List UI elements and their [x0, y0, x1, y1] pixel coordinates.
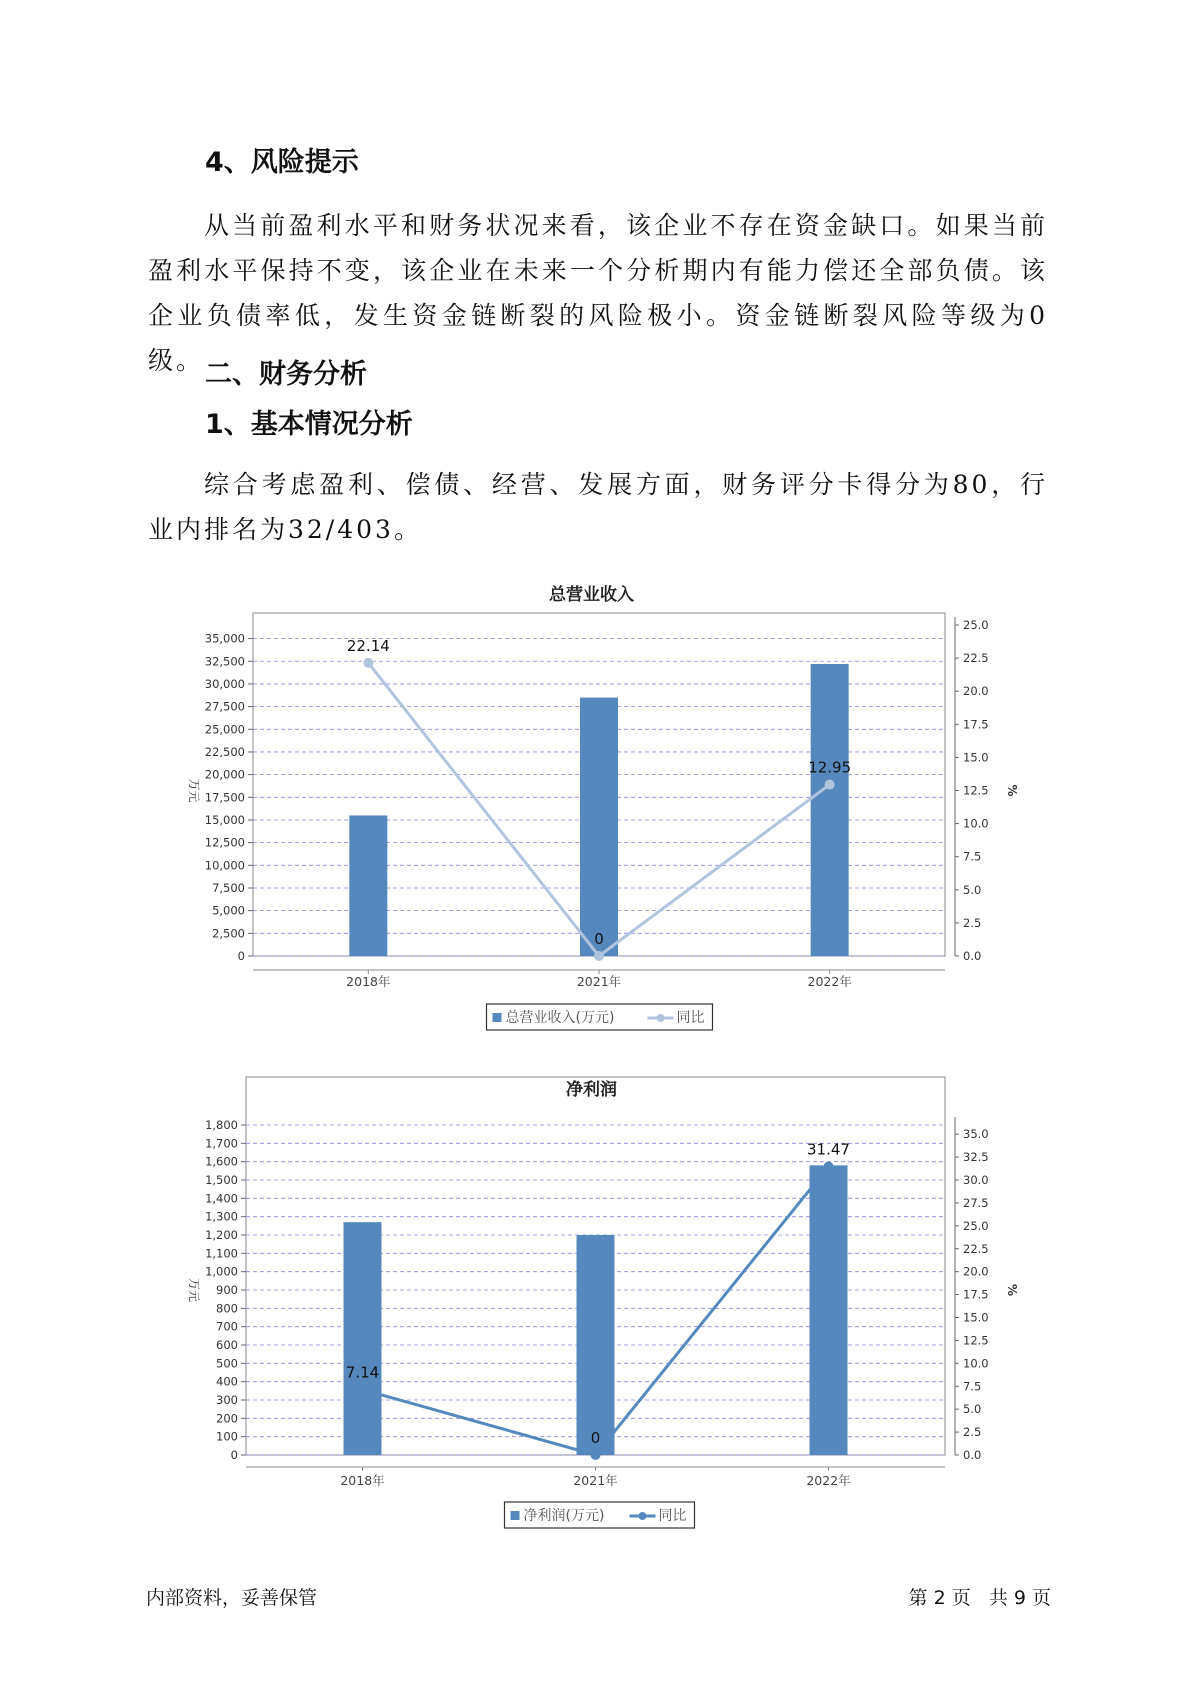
y-tick-label: 1,700 [205, 1136, 238, 1151]
chart-svg [0, 578, 1191, 1038]
yoy-point [591, 1450, 601, 1460]
x-tick-label: 2022年 [807, 974, 852, 989]
y2-tick-label: 32.5 [963, 1150, 989, 1165]
y-tick-label: 20,000 [204, 767, 245, 782]
yoy-point [824, 1162, 834, 1172]
risk-paragraph: 从当前盈利水平和财务状况来看，该企业不存在资金缺口。如果当前盈利水平保持不变，该企业在未来一个分析期内有能力偿还全部负债。该企业负债率低，发生资金链断裂的风险极小。资金链断裂风险等级为0级。 [148, 211, 1048, 375]
y-tick-label: 1,100 [205, 1246, 238, 1261]
chart-svg [0, 1075, 1191, 1545]
legend-line-marker [639, 1512, 647, 1520]
legend-line-label: 同比 [658, 1508, 687, 1524]
y2-tick-label: 7.5 [963, 1379, 982, 1394]
footer-confidential: 内部资料，妥善保管 [146, 1587, 318, 1609]
x-tick-label: 2021年 [576, 974, 622, 989]
y-tick-label: 1,300 [205, 1209, 238, 1224]
y-tick-label: 22,500 [204, 744, 245, 759]
y-tick-label: 1,800 [205, 1118, 238, 1132]
legend-bar-swatch [493, 1013, 502, 1022]
basic-heading: 1、基本情况分析 [205, 409, 413, 440]
y2-axis-label: % [1005, 784, 1019, 797]
y2-tick-label: 0.0 [963, 1448, 982, 1462]
basic-paragraph: 综合考虑盈利、偿债、经营、发展方面，财务评分卡得分为80，行业内排名为32/403。 [148, 470, 1048, 544]
bar [810, 1165, 848, 1455]
y-tick-label: 5,000 [212, 903, 245, 918]
y-tick-label: 17,500 [204, 790, 245, 805]
y-tick-label: 15,000 [204, 812, 245, 827]
yoy-data-label: 12.95 [808, 758, 852, 777]
y-axis-label: 万元 [187, 1277, 201, 1303]
y-tick-label: 200 [216, 1411, 238, 1426]
y2-tick-label: 15.0 [963, 750, 989, 765]
legend-line-label: 同比 [676, 1010, 705, 1026]
finance-heading: 二、财务分析 [205, 359, 367, 390]
x-tick-label: 2021年 [573, 1473, 618, 1488]
y2-tick-label: 2.5 [963, 1425, 982, 1440]
y2-tick-label: 12.5 [963, 1333, 989, 1348]
y-tick-label: 0 [230, 1448, 238, 1462]
y-tick-label: 10,000 [204, 858, 245, 873]
y2-axis-label: % [1005, 1283, 1019, 1297]
y-tick-label: 100 [216, 1429, 238, 1444]
y-tick-label: 1,500 [205, 1173, 238, 1187]
y-tick-label: 12,500 [204, 835, 245, 850]
y2-tick-label: 17.5 [963, 1287, 989, 1302]
y-tick-label: 2,500 [212, 926, 245, 941]
y2-tick-label: 20.0 [963, 1264, 989, 1279]
y2-tick-label: 15.0 [963, 1310, 989, 1325]
y2-tick-label: 12.5 [963, 783, 989, 798]
y2-tick-label: 5.0 [963, 1402, 982, 1417]
x-tick-label: 2022年 [806, 1473, 851, 1488]
y-tick-label: 900 [216, 1283, 238, 1297]
y2-tick-label: 0.0 [963, 949, 982, 963]
y2-tick-label: 20.0 [963, 684, 989, 699]
legend-bar-label: 净利润(万元) [523, 1508, 605, 1524]
y-tick-label: 25,000 [204, 722, 245, 737]
y-tick-label: 7,500 [212, 880, 245, 895]
y-tick-label: 600 [216, 1338, 238, 1352]
legend-bar-label: 总营业收入(万元) [505, 1010, 615, 1026]
y2-tick-label: 7.5 [963, 849, 982, 864]
y-tick-label: 32,500 [204, 654, 245, 669]
net-profit-chart [0, 1075, 1191, 1545]
y2-tick-label: 30.0 [963, 1173, 989, 1187]
y-tick-label: 1,000 [205, 1264, 238, 1279]
y-tick-label: 1,200 [205, 1228, 238, 1242]
legend-bar-swatch [511, 1511, 520, 1520]
y-axis-label: 万元 [187, 778, 201, 803]
bar [349, 815, 387, 956]
y2-tick-label: 22.5 [963, 1241, 989, 1256]
legend-line-marker [657, 1014, 665, 1022]
y-tick-label: 35,000 [204, 631, 245, 646]
yoy-point [825, 780, 835, 790]
y2-tick-label: 22.5 [963, 651, 989, 666]
bar [344, 1222, 382, 1455]
y-tick-label: 400 [216, 1374, 238, 1389]
y2-tick-label: 17.5 [963, 717, 989, 732]
yoy-data-label: 31.47 [807, 1140, 850, 1159]
y2-tick-label: 27.5 [963, 1195, 989, 1210]
yoy-data-label: 0 [594, 930, 604, 948]
risk-heading: 4、风险提示 [205, 147, 359, 178]
y2-tick-label: 10.0 [963, 816, 989, 831]
y-tick-label: 300 [216, 1393, 238, 1407]
x-tick-label: 2018年 [346, 974, 391, 989]
y-tick-label: 500 [216, 1356, 238, 1371]
x-tick-label: 2018年 [340, 1473, 385, 1488]
chart-title: 净利润 [566, 1080, 617, 1100]
y-tick-label: 0 [237, 949, 245, 963]
footer-page-number: 第 2 页 共 9 页 [908, 1587, 1051, 1609]
y2-tick-label: 5.0 [963, 882, 982, 897]
y-tick-label: 30,000 [204, 676, 245, 691]
bar [577, 1235, 615, 1455]
yoy-data-label: 22.14 [346, 636, 390, 655]
y-tick-label: 27,500 [204, 699, 245, 714]
bar [811, 664, 849, 956]
yoy-point [594, 951, 604, 961]
y-tick-label: 700 [216, 1319, 238, 1334]
yoy-data-label: 7.14 [345, 1363, 380, 1382]
y2-tick-label: 25.0 [963, 1218, 989, 1233]
y2-tick-label: 2.5 [963, 915, 982, 930]
y2-tick-label: 35.0 [963, 1127, 989, 1142]
bar [580, 698, 618, 956]
chart-title: 总营业收入 [549, 585, 634, 605]
yoy-point [363, 658, 373, 668]
yoy-data-label: 0 [590, 1429, 601, 1447]
yoy-point [358, 1385, 368, 1395]
y-tick-label: 1,600 [205, 1154, 238, 1169]
y-tick-label: 1,400 [205, 1191, 238, 1206]
y2-tick-label: 10.0 [963, 1356, 989, 1371]
revenue-chart [0, 578, 1191, 1038]
y-tick-label: 800 [216, 1301, 238, 1316]
y2-tick-label: 25.0 [963, 618, 989, 632]
